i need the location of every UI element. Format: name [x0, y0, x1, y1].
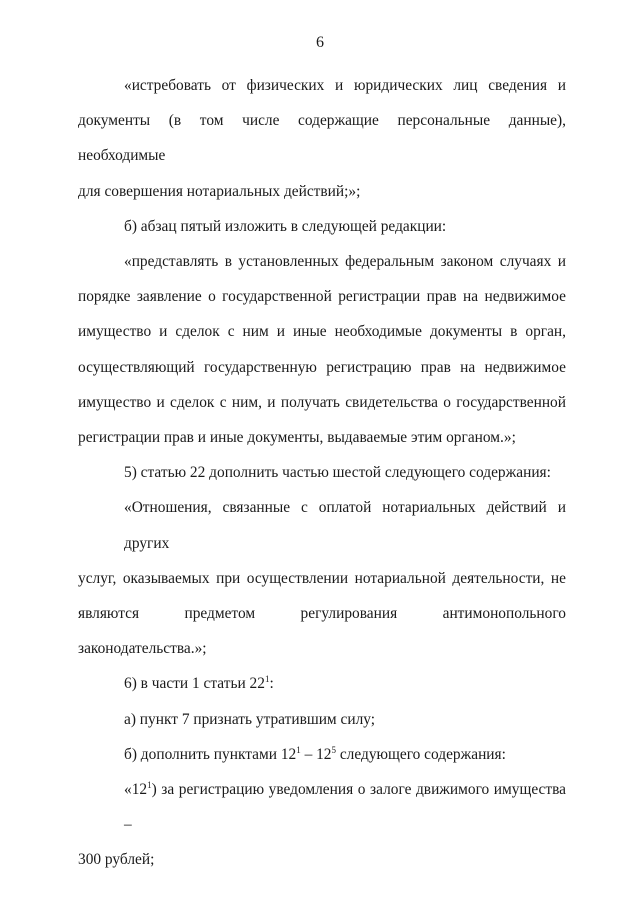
paragraph-8-text-a: б) дополнить пунктами 12: [124, 745, 297, 763]
paragraph-3-line-5: имущество и сделок с ним, и получать свидетельства о государственной: [78, 393, 566, 411]
paragraph-8-superscript-1: 1: [296, 744, 301, 755]
paragraph-4: [78, 455, 566, 490]
paragraph-3-line-3: имущество и сделок с ним и иные необходимые документы в орган,: [78, 323, 566, 341]
paragraph-6-superscript: 1: [264, 674, 270, 685]
paragraph-5-line-2: услуг, оказываемых при осуществлении нотариальной деятельности, не: [78, 569, 566, 587]
paragraph-8-line-1: [78, 737, 566, 772]
paragraph-4-line-1: 5) статью 22 дополнить частью шестой следующего содержания:: [124, 464, 551, 482]
paragraph-8-text-c: следующего содержания:: [336, 745, 506, 763]
paragraph-2: [78, 209, 566, 244]
paragraph-3-line-4: осуществляющий государственную регистрацию прав на недвижимое: [78, 358, 566, 376]
paragraph-5-word-1: являются: [78, 605, 140, 623]
page-number: 6: [316, 34, 324, 51]
paragraph-9-line-2: 300 рублей;: [78, 851, 155, 869]
paragraph-9-text-b: ) за регистрацию уведомления о залоге движимого имущества –: [124, 781, 566, 834]
paragraph-6-tail: :: [269, 675, 274, 693]
paragraph-3-line-1: «представлять в установленных федеральным законом случаях и: [124, 253, 566, 271]
paragraph-1-line-2: документы (в том числе содержащие персональные данные), необходимые: [78, 112, 566, 165]
paragraph-1-line-1: «истребовать от физических и юридических лиц сведения и: [124, 77, 566, 94]
paragraph-7: [78, 702, 566, 737]
paragraph-5: [78, 490, 566, 666]
paragraph-5-word-3: регулирования: [300, 605, 398, 623]
paragraph-7-line-1: а) пункт 7 признать утратившим силу;: [124, 710, 376, 728]
paragraph-5-word-2: предметом: [184, 605, 256, 623]
paragraph-1: [78, 68, 566, 209]
paragraph-9-superscript: 1: [147, 780, 152, 791]
paragraph-3: [78, 244, 566, 455]
paragraph-5-line-3: [78, 596, 566, 631]
paragraph-3-line-2: порядке заявление о государственной регистрации прав на недвижимое: [78, 288, 566, 306]
paragraph-5-word-4: антимонопольного: [442, 605, 566, 623]
paragraph-8: [78, 737, 566, 772]
paragraph-2-line-1: б) абзац пятый изложить в следующей редакции:: [124, 217, 447, 235]
paragraph-9-text-a: «12: [124, 781, 148, 799]
paragraph-9-line-1: [78, 772, 566, 842]
paragraph-9: [78, 772, 566, 878]
paragraph-8-text-b: – 12: [300, 745, 332, 763]
document-body: [78, 68, 566, 878]
paragraph-3-line-6: регистрации прав и иные документы, выдаваемые этим органом.»;: [78, 429, 516, 447]
paragraph-6-line-1: [78, 666, 566, 701]
paragraph-1-line-3: для совершения нотариальных действий;»;: [78, 182, 361, 200]
paragraph-5-line-1: «Отношения, связанные с оплатой нотариальных действий и других: [124, 499, 566, 552]
paragraph-6: [78, 666, 566, 701]
paragraph-6-text: 6) в части 1 статьи 22: [124, 675, 265, 693]
paragraph-5-line-4: законодательства.»;: [78, 640, 207, 658]
paragraph-8-superscript-2: 5: [331, 744, 336, 755]
